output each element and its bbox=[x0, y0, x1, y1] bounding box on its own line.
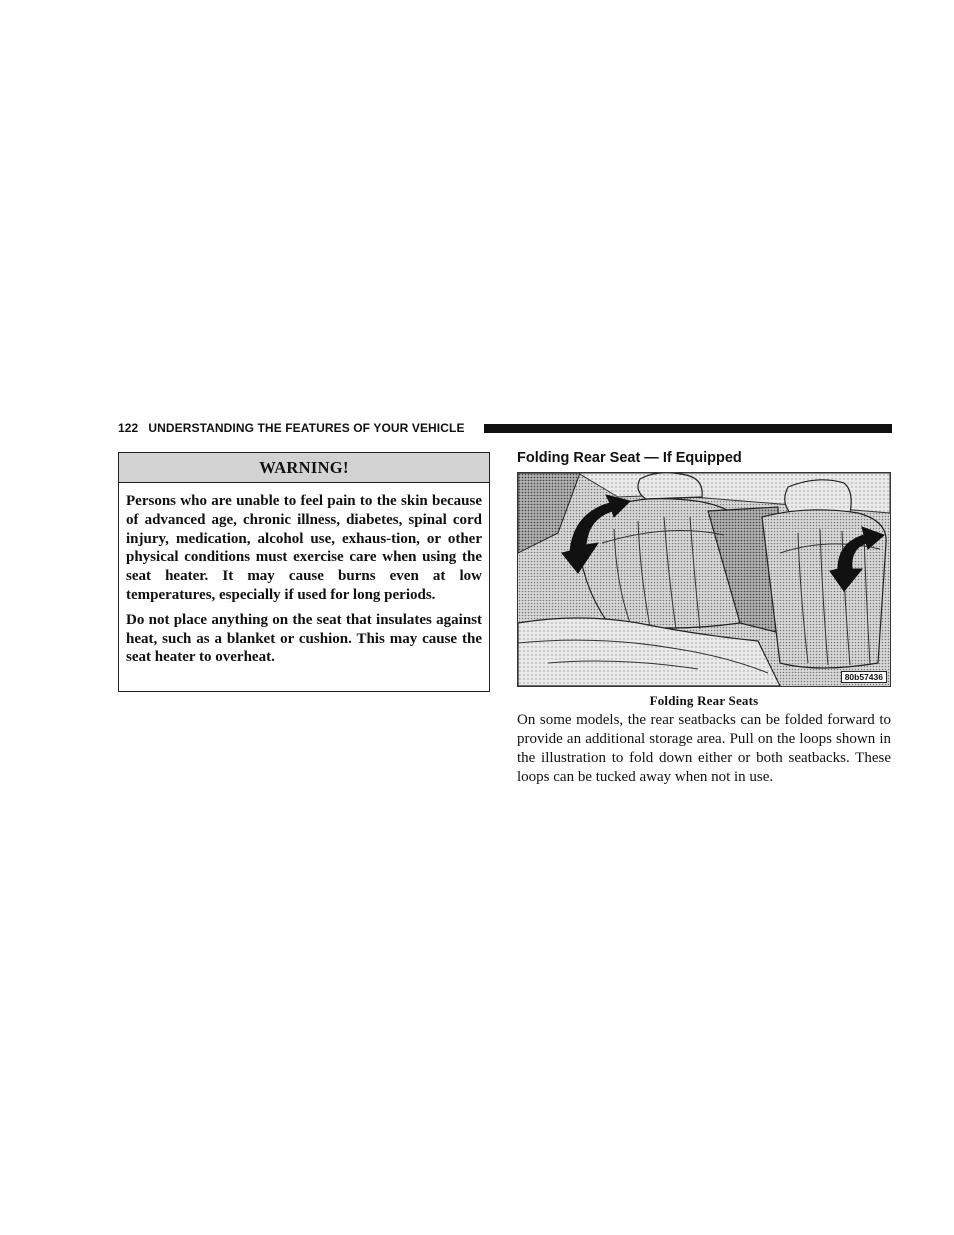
folding-rear-seat-section bbox=[517, 448, 891, 785]
header-text bbox=[118, 420, 465, 436]
figure-caption: Folding Rear Seats bbox=[649, 693, 759, 708]
section-title: Folding Rear Seat — If Equipped bbox=[517, 450, 742, 466]
warning-body bbox=[119, 483, 489, 667]
page-number: 122 bbox=[118, 421, 139, 435]
header-rule bbox=[484, 424, 892, 433]
folding-rear-seats-illustration bbox=[517, 472, 891, 687]
rear-seats-drawing bbox=[518, 473, 890, 686]
running-header bbox=[118, 420, 892, 436]
warning-box bbox=[118, 452, 490, 692]
warning-paragraph-2: Do not place anything on the seat that insulates against heat, such as a blanket or cushion. This may cause the seat heater to overheat. bbox=[126, 611, 482, 666]
running-title: UNDERSTANDING THE FEATURES OF YOUR VEHICLE bbox=[148, 421, 465, 435]
figure-code: 80b57436 bbox=[841, 671, 887, 683]
section-body: On some models, the rear seatbacks can be folded forward to provide an additional storage area. Pull on the loops shown in the illustration to fold down either or both seatbacks. These loops can be tucked away when not in use. bbox=[517, 712, 891, 785]
warning-paragraph-1: Persons who are unable to feel pain to the skin because of advanced age, chronic illness, diabetes, spinal cord injury, medication, alcohol use, exhaus-tion, or other physical conditions must exercise care when using the seat heater. It may cause burns even at low temperatures, especially if used for long periods. bbox=[126, 493, 482, 603]
warning-title: WARNING! bbox=[119, 453, 489, 483]
